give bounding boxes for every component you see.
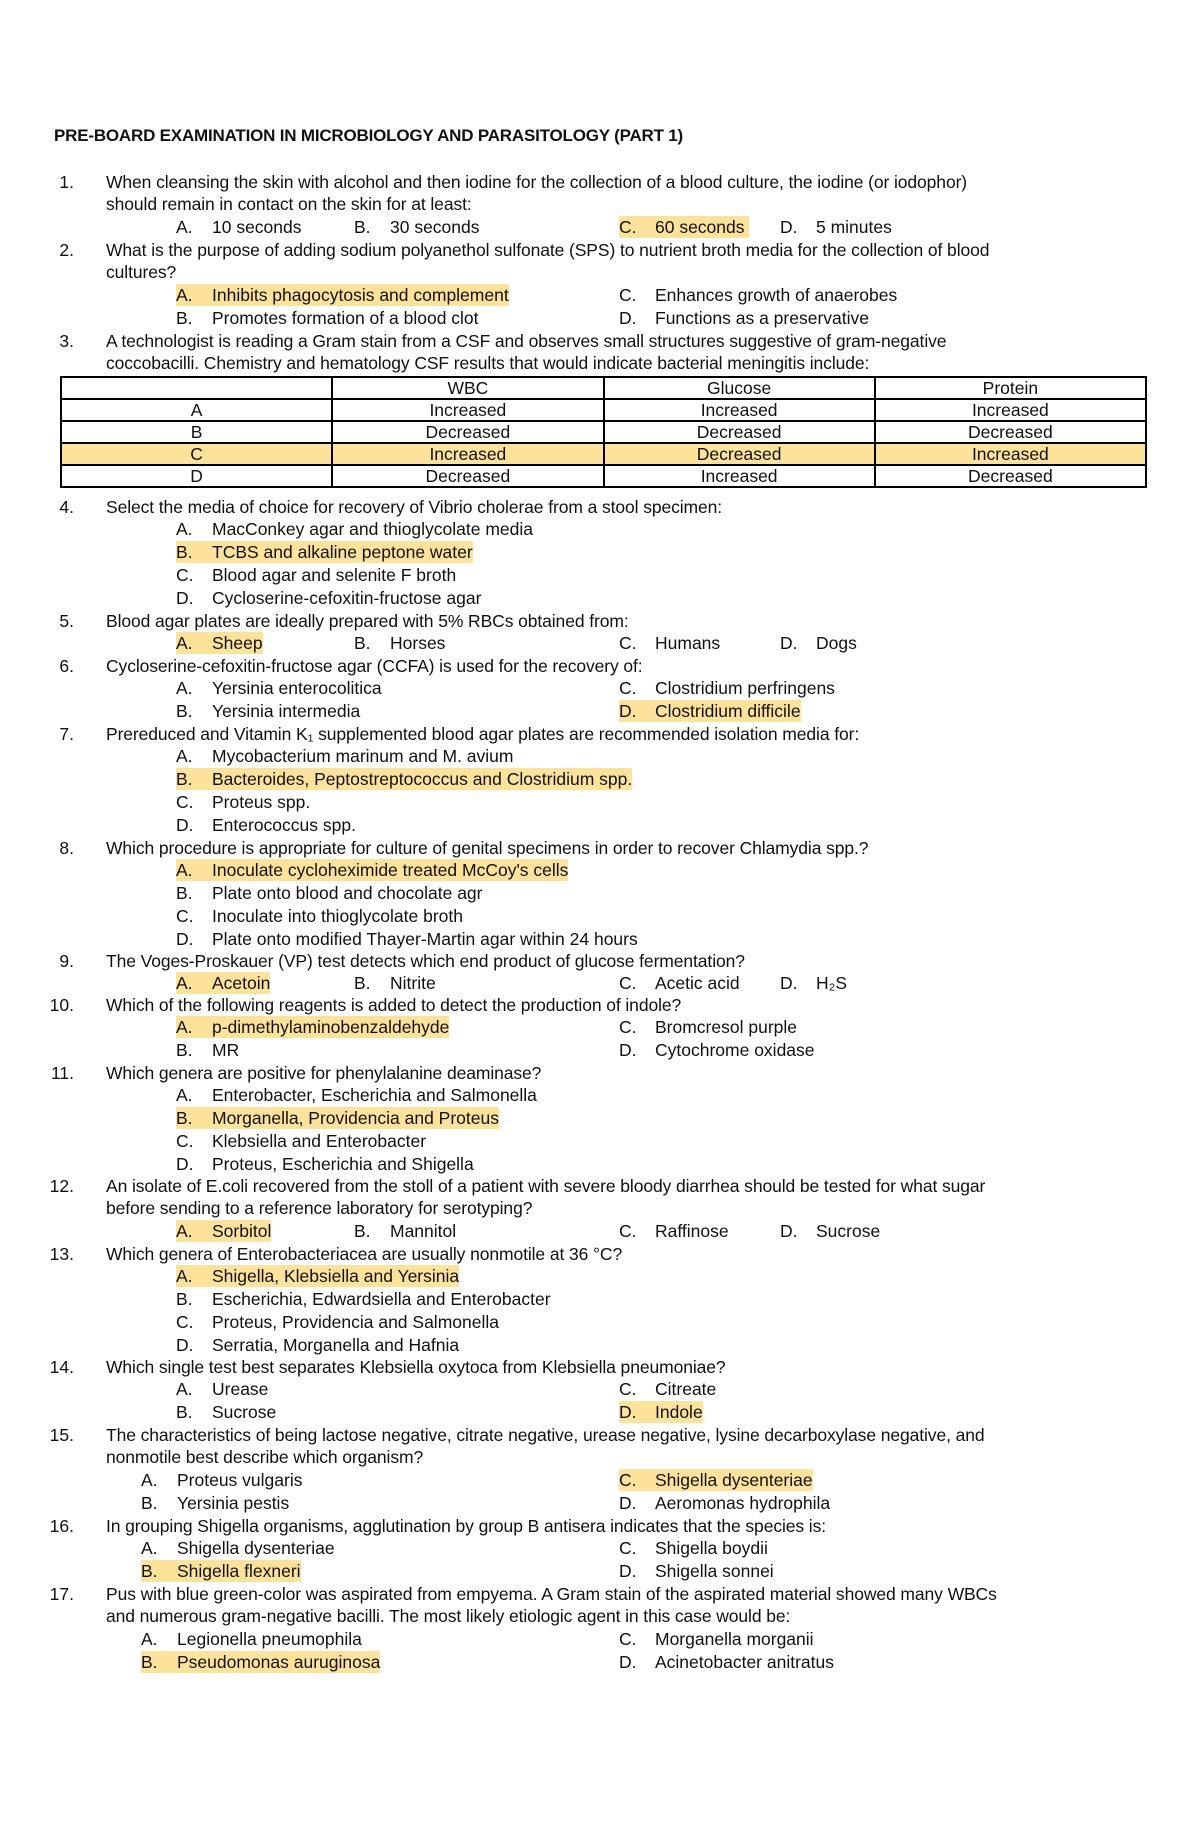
option-b: B. Yersinia intermedia (176, 701, 361, 721)
option-a: A. Yersinia enterocolitica (176, 678, 382, 698)
option-b: B. Plate onto blood and chocolate agr (176, 883, 483, 903)
question-text: The Voges-Proskauer (VP) test detects which end product of glucose fermentation? (106, 951, 745, 971)
question-number: 12. (49, 1176, 74, 1196)
option-b: B. Escherichia, Edwardsiella and Enterobacter (176, 1289, 551, 1309)
question-text: Cycloserine-cefoxitin-fructose agar (CCFA) is used for the recovery of: (106, 656, 643, 676)
question-text: In grouping Shigella organisms, agglutination by group B antisera indicates that the species is: (106, 1516, 827, 1536)
question-number: 15. (49, 1425, 74, 1445)
option-d: D. Plate onto modified Thayer-Martin agar within 24 hours (176, 929, 638, 949)
option-a: A. Shigella dysenteriae (141, 1538, 335, 1558)
question-number: 10. (49, 995, 74, 1015)
option-c: C. Klebsiella and Enterobacter (176, 1131, 427, 1151)
option-c: C. Shigella boydii (619, 1538, 768, 1558)
table-row (61, 399, 1146, 421)
question-text: Which procedure is appropriate for culture of genital specimens in order to recover Chlamydia spp.? (106, 838, 869, 858)
option-d: D. Shigella sonnei (619, 1561, 774, 1581)
question-number: 17. (49, 1584, 74, 1604)
question-text: Blood agar plates are ideally prepared with 5% RBCs obtained from: (106, 611, 629, 631)
option-b: B. Promotes formation of a blood clot (176, 308, 479, 328)
option-d: D. Enterococcus spp. (176, 815, 356, 835)
option-c: C. Citreate (619, 1379, 717, 1399)
question-text: should remain in contact on the skin for at least: (106, 194, 472, 214)
table-cell: Decreased (604, 443, 875, 465)
table-cell: D (61, 465, 332, 487)
option-a: A. Urease (176, 1379, 269, 1399)
question-number: 8. (59, 838, 74, 858)
question-text: A technologist is reading a Gram stain from a CSF and observes small structures suggestive of gram-negative (106, 331, 947, 351)
table-cell: Increased (875, 399, 1146, 421)
table-cell (61, 377, 332, 399)
question-text: Which genera of Enterobacteriacea are usually nonmotile at 36 °C? (106, 1244, 623, 1264)
option-d: D. Proteus, Escherichia and Shigella (176, 1154, 474, 1174)
question-number: 4. (59, 497, 74, 517)
option-c: C. Raffinose (619, 1221, 729, 1241)
option-d: D. Aeromonas hydrophila (619, 1493, 831, 1513)
option-c-answer: C. 60 seconds (619, 216, 749, 238)
option-d: D. 5 minutes (780, 217, 892, 237)
page-title: PRE-BOARD EXAMINATION IN MICROBIOLOGY AND PARASITOLOGY (PART 1) (54, 126, 684, 145)
option-d-answer: D. Indole (619, 1402, 703, 1422)
option-a: A. MacConkey agar and thioglycolate media (176, 519, 534, 539)
table-cell: Decreased (875, 465, 1146, 487)
option-b: B. MR (176, 1040, 240, 1060)
option-b: B. Sucrose (176, 1402, 277, 1422)
option-d: D. Cytochrome oxidase (619, 1040, 815, 1060)
table-cell: Increased (332, 399, 603, 421)
question-text: What is the purpose of adding sodium polyanethol sulfonate (SPS) to nutrient broth media for the collection of blood (106, 240, 990, 260)
option-b-answer: B. TCBS and alkaline peptone water (176, 542, 473, 562)
option-c: C. Proteus, Providencia and Salmonella (176, 1312, 499, 1332)
option-b: B. 30 seconds (354, 217, 480, 237)
question-text: nonmotile best describe which organism? (106, 1447, 424, 1467)
option-a-answer: A. Inoculate cycloheximide treated McCoy's cells (176, 860, 569, 880)
question-text: cultures? (106, 262, 177, 282)
option-a: A. Enterobacter, Escherichia and Salmonella (176, 1085, 537, 1105)
option-b: B. Mannitol (354, 1221, 457, 1241)
option-b-answer: B. Pseudomonas auruginosa (141, 1652, 381, 1672)
question-text: Which single test best separates Klebsiella oxytoca from Klebsiella pneumoniae? (106, 1357, 726, 1377)
question-number: 13. (49, 1244, 74, 1264)
option-c: C. Bromcresol purple (619, 1017, 797, 1037)
question-text: and numerous gram-negative bacilli. The most likely etiologic agent in this case would be: (106, 1606, 791, 1626)
question-number: 11. (50, 1063, 74, 1083)
option-c: C. Clostridium perfringens (619, 678, 835, 698)
question-text: An isolate of E.coli recovered from the stoll of a patient with severe bloody diarrhea should be tested for what sugar (106, 1176, 986, 1196)
question-number: 1. (59, 172, 74, 192)
option-b-answer: B. Shigella flexneri (141, 1561, 301, 1581)
option-a: A. Mycobacterium marinum and M. avium (176, 746, 514, 766)
question-text: When cleansing the skin with alcohol and then iodine for the collection of a blood culture, the iodine (or iodophor) (106, 172, 968, 192)
option-b: B. Horses (354, 633, 446, 653)
table-cell: C (61, 443, 332, 465)
question-number: 2. (59, 240, 74, 260)
question-number: 7. (59, 724, 74, 744)
table-cell: WBC (332, 377, 603, 399)
option-c: C. Humans (619, 633, 721, 653)
table-cell: Decreased (332, 421, 603, 443)
option-a: A. 10 seconds (176, 217, 302, 237)
question-text: Prereduced and Vitamin K₁ supplemented blood agar plates are recommended isolation media for: (106, 724, 860, 744)
question-number: 16. (49, 1516, 74, 1536)
table-cell: Decreased (332, 465, 603, 487)
option-c: C. Morganella morganii (619, 1629, 814, 1649)
option-d: D. Functions as a preservative (619, 308, 869, 328)
table-cell: Glucose (604, 377, 875, 399)
option-a-answer: A. Acetoin (176, 973, 271, 993)
table-row (61, 421, 1146, 443)
table-row-answer (61, 443, 1146, 465)
option-d: D. Cycloserine-cefoxitin-fructose agar (176, 588, 482, 608)
option-c-answer: C. Shigella dysenteriae (619, 1470, 813, 1490)
question-text: before sending to a reference laboratory for serotyping? (106, 1198, 533, 1218)
option-c: C. Blood agar and selenite F broth (176, 565, 457, 585)
table-cell: Increased (332, 443, 603, 465)
table-cell: Protein (875, 377, 1146, 399)
table-cell: Increased (604, 399, 875, 421)
question-text: Which genera are positive for phenylalanine deaminase? (106, 1063, 542, 1083)
option-d: D. Dogs (780, 633, 857, 653)
option-d: D. Acinetobacter anitratus (619, 1652, 834, 1672)
table-cell: Increased (875, 443, 1146, 465)
option-b-answer: B. Bacteroides, Peptostreptococcus and Clostridium spp. (176, 769, 633, 789)
option-b-answer: B. Morganella, Providencia and Proteus (176, 1108, 499, 1128)
option-a: A. Proteus vulgaris (141, 1470, 303, 1490)
question-number: 3. (59, 331, 74, 351)
option-d: D. Serratia, Morganella and Hafnia (176, 1335, 460, 1355)
question-text: Pus with blue green-color was aspirated from empyema. A Gram stain of the aspirated material showed many WBCs (106, 1584, 997, 1604)
question-text: The characteristics of being lactose negative, citrate negative, urease negative, lysine decarboxylase negative, and (106, 1425, 985, 1445)
option-d: D. H₂S (780, 973, 848, 993)
option-a-answer: A. Sorbitol (176, 1221, 272, 1241)
question-number: 14. (49, 1357, 74, 1377)
option-a-answer: A. Sheep (176, 633, 263, 653)
option-a-answer: A. p-dimethylaminobenzaldehyde (176, 1017, 450, 1037)
option-d-answer: D. Clostridium difficile (619, 701, 801, 721)
question-text: Which of the following reagents is added to detect the production of indole? (106, 995, 682, 1015)
option-a-answer: A. Inhibits phagocytosis and complement (176, 285, 509, 305)
table-cell: Increased (604, 465, 875, 487)
question-number: 5. (59, 611, 74, 631)
option-c: C. Acetic acid (619, 973, 740, 993)
option-a: A. Legionella pneumophila (141, 1629, 362, 1649)
option-a-answer: A. Shigella, Klebsiella and Yersinia (176, 1266, 460, 1286)
question-number: 6. (59, 656, 74, 676)
option-c: C. Enhances growth of anaerobes (619, 285, 898, 305)
table-header-row (61, 377, 1146, 399)
table-cell: A (61, 399, 332, 421)
csf-results-table (60, 376, 1147, 488)
question-text: Select the media of choice for recovery of Vibrio cholerae from a stool specimen: (106, 497, 723, 517)
table-cell: Decreased (604, 421, 875, 443)
question-text: coccobacilli. Chemistry and hematology CSF results that would indicate bacterial meningitis include: (106, 353, 870, 373)
option-b: B. Nitrite (354, 973, 436, 993)
option-c: C. Inoculate into thioglycolate broth (176, 906, 463, 926)
option-c: C. Proteus spp. (176, 792, 311, 812)
option-d: D. Sucrose (780, 1221, 881, 1241)
table-cell: Decreased (875, 421, 1146, 443)
table-row (61, 465, 1146, 487)
question-number: 9. (59, 951, 74, 971)
table-cell: B (61, 421, 332, 443)
option-b: B. Yersinia pestis (141, 1493, 290, 1513)
